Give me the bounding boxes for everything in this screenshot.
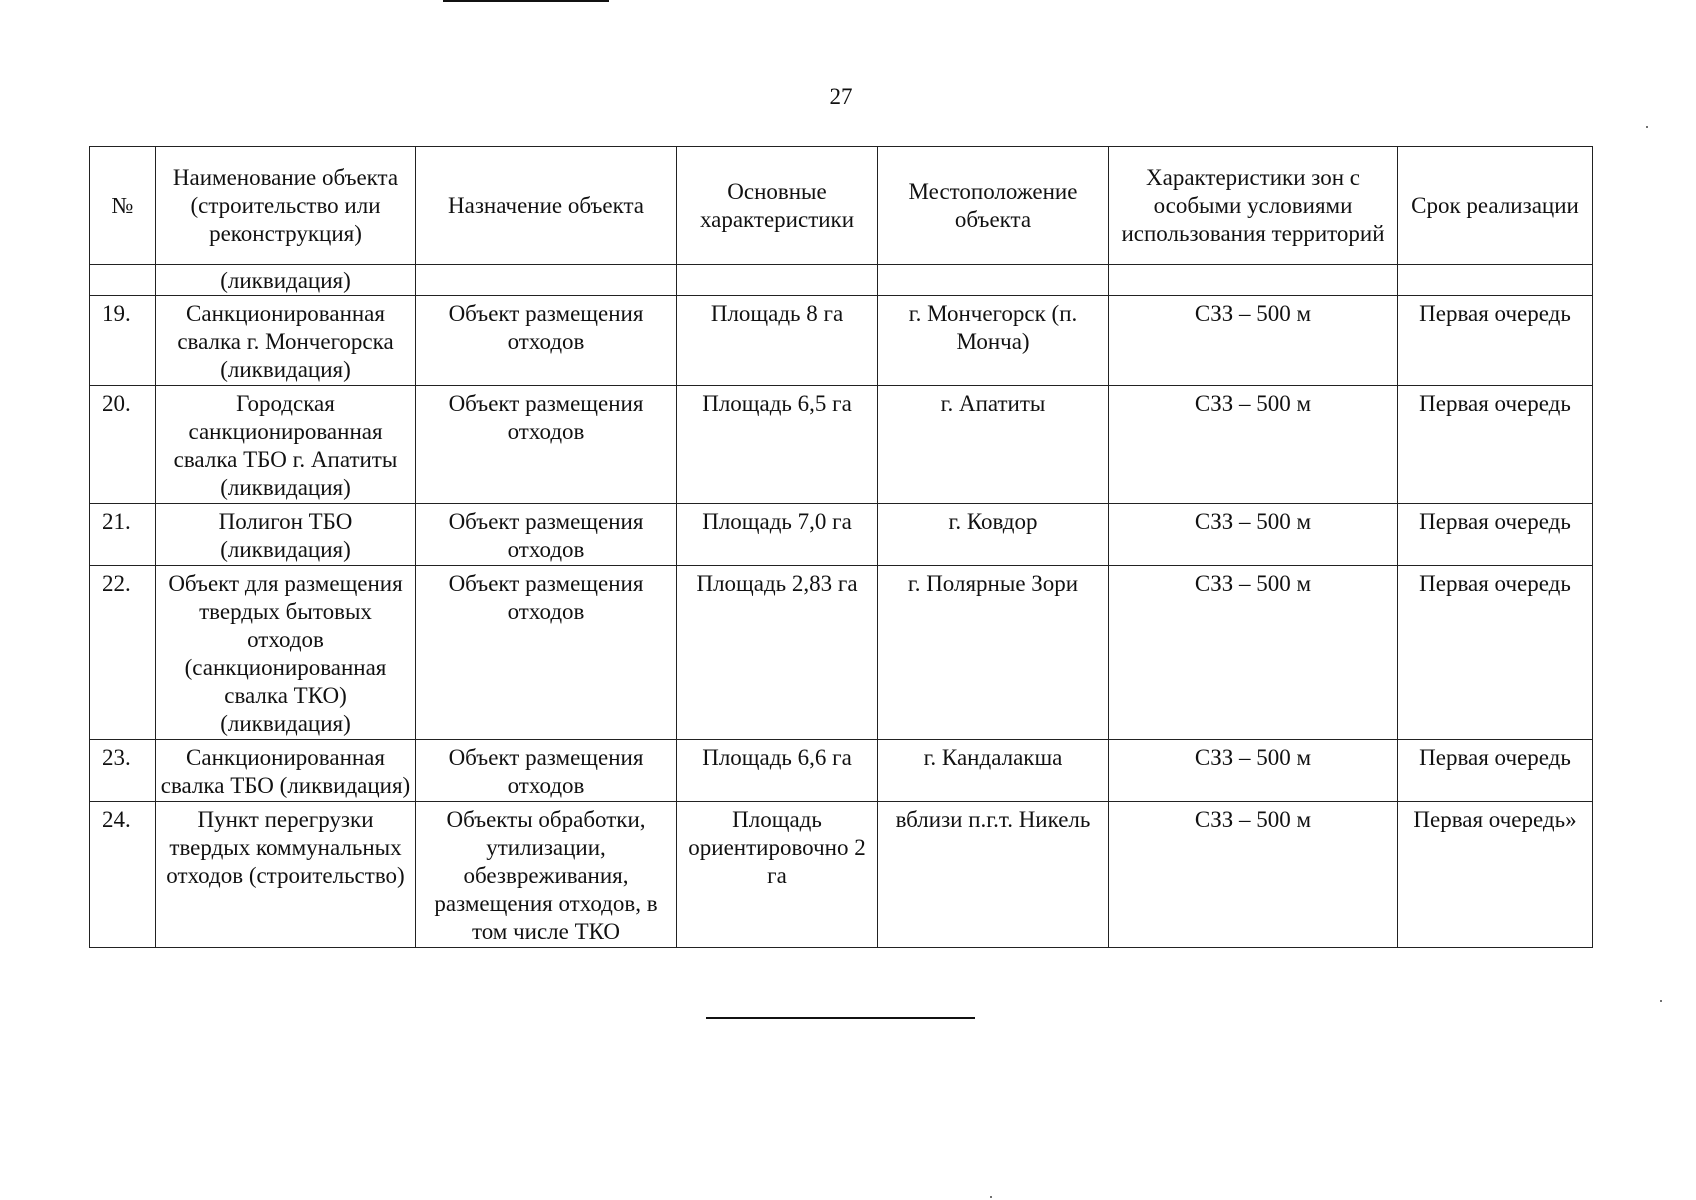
cell-object-location: г. Кандалакша: [878, 740, 1109, 802]
cell-object-name: Санкционированная свалка г. Мончегорска (ликвидация): [156, 296, 416, 386]
header-object-name: Наименование объекта (строительство или реконструкция): [156, 147, 416, 265]
cell-main-characteristics: Площадь 8 га: [677, 296, 878, 386]
planning-objects-table: [89, 146, 1593, 948]
cell-object-purpose: Объект размещения отходов: [416, 740, 677, 802]
cell-number: 24.: [90, 802, 156, 948]
cell-special-zones: СЗЗ – 500 м: [1109, 386, 1398, 504]
cell-object-name: Объект для размещения твердых бытовых отходов (санкционированная свалка ТКО) (ликвидация): [156, 566, 416, 740]
cell-object-name: Городская санкционированная свалка ТБО г. Апатиты (ликвидация): [156, 386, 416, 504]
cell-main-characteristics: Площадь 6,6 га: [677, 740, 878, 802]
cell-object-name: Санкционированная свалка ТБО (ликвидация): [156, 740, 416, 802]
cell-object-location: г. Апатиты: [878, 386, 1109, 504]
cell-object-name: Полигон ТБО (ликвидация): [156, 504, 416, 566]
scan-speck: [1660, 1000, 1662, 1002]
cell-object-location: г. Мончегорск (п. Монча): [878, 296, 1109, 386]
cell-object-location: вблизи п.г.т. Никель: [878, 802, 1109, 948]
header-implementation-term: Срок реализации: [1398, 147, 1593, 265]
cell-object-purpose: [416, 265, 677, 296]
scan-speck: [1646, 126, 1648, 128]
cell-object-purpose: Объект размещения отходов: [416, 386, 677, 504]
cell-object-purpose: Объект размещения отходов: [416, 296, 677, 386]
header-main-characteristics: Основные характеристики: [677, 147, 878, 265]
cell-implementation-term: Первая очередь: [1398, 296, 1593, 386]
cell-object-location: г. Полярные Зори: [878, 566, 1109, 740]
top-rule-line: [443, 0, 609, 2]
cell-special-zones: СЗЗ – 500 м: [1109, 740, 1398, 802]
table-row: [90, 504, 1593, 566]
table-row: [90, 740, 1593, 802]
page-number: 27: [829, 84, 853, 109]
cell-implementation-term: Первая очередь: [1398, 504, 1593, 566]
cell-object-location: [878, 265, 1109, 296]
cell-main-characteristics: [677, 265, 878, 296]
cell-object-purpose: Объекты обработки, утилизации, обезвреживания, размещения отходов, в том числе ТКО: [416, 802, 677, 948]
cell-number: 20.: [90, 386, 156, 504]
cell-main-characteristics: Площадь 7,0 га: [677, 504, 878, 566]
header-number: №: [90, 147, 156, 265]
cell-special-zones: СЗЗ – 500 м: [1109, 296, 1398, 386]
cell-object-name: Пункт перегрузки твердых коммунальных отходов (строительство): [156, 802, 416, 948]
cell-implementation-term: Первая очередь: [1398, 566, 1593, 740]
cell-number: 21.: [90, 504, 156, 566]
cell-object-purpose: Объект размещения отходов: [416, 566, 677, 740]
cell-implementation-term: Первая очередь»: [1398, 802, 1593, 948]
cell-special-zones: СЗЗ – 500 м: [1109, 566, 1398, 740]
table-header-row: [90, 147, 1593, 265]
scan-speck: [990, 1196, 992, 1198]
cell-implementation-term: Первая очередь: [1398, 740, 1593, 802]
cell-special-zones: [1109, 265, 1398, 296]
table-row: [90, 386, 1593, 504]
header-object-purpose: Назначение объекта: [416, 147, 677, 265]
cell-special-zones: СЗЗ – 500 м: [1109, 802, 1398, 948]
table-row-continuation: [90, 265, 1593, 296]
cell-number: [90, 265, 156, 296]
cell-implementation-term: [1398, 265, 1593, 296]
cell-object-name: (ликвидация): [156, 265, 416, 296]
end-of-table-rule: [706, 1017, 975, 1019]
cell-object-location: г. Ковдор: [878, 504, 1109, 566]
cell-object-purpose: Объект размещения отходов: [416, 504, 677, 566]
cell-main-characteristics: Площадь ориентировочно 2 га: [677, 802, 878, 948]
cell-special-zones: СЗЗ – 500 м: [1109, 504, 1398, 566]
cell-main-characteristics: Площадь 2,83 га: [677, 566, 878, 740]
cell-main-characteristics: Площадь 6,5 га: [677, 386, 878, 504]
table-row: [90, 566, 1593, 740]
table-row: [90, 802, 1593, 948]
table-row: [90, 296, 1593, 386]
cell-implementation-term: Первая очередь: [1398, 386, 1593, 504]
cell-number: 19.: [90, 296, 156, 386]
cell-number: 22.: [90, 566, 156, 740]
header-special-zones: Характеристики зон с особыми условиями использования территорий: [1109, 147, 1398, 265]
cell-number: 23.: [90, 740, 156, 802]
header-object-location: Местоположение объекта: [878, 147, 1109, 265]
